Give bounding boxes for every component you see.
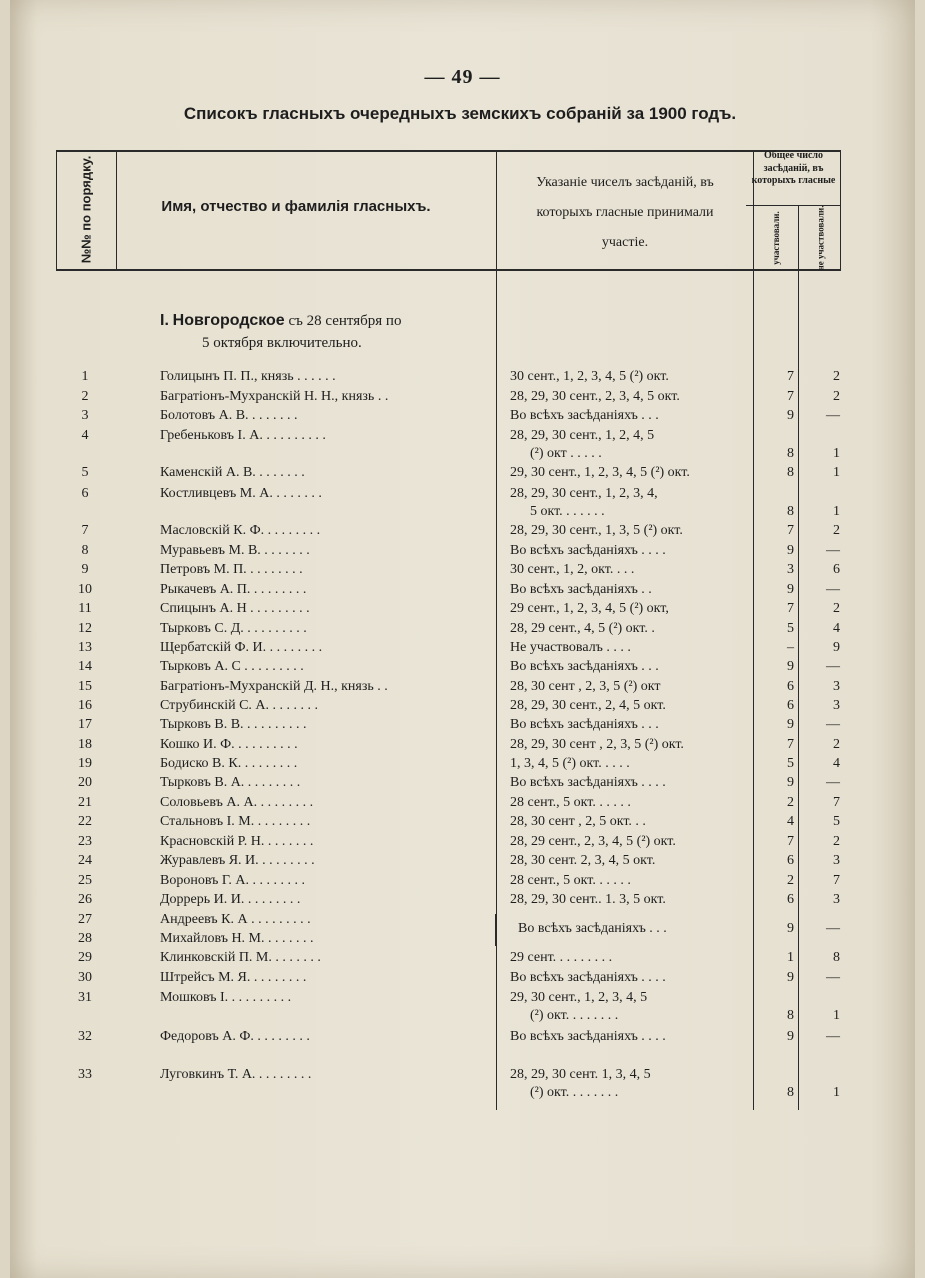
row-number: 24 (78, 853, 92, 868)
row-name: Щербатскій Ф. И. . . . . . . . . (160, 640, 323, 655)
row-days: 28, 29, 30 сент , 2, 3, 5 (²) окт. (510, 737, 684, 752)
header-days-column: Указаніе чиселъ засѣданій, въ которыхъ гласные принимали участіе. (536, 175, 714, 250)
row-participated: 7 (787, 523, 794, 538)
row-days: 28, 29, 30 сент.. 1. 3, 5 окт. (510, 892, 666, 907)
row-days-continued: (²) окт . . . . . (530, 446, 602, 461)
row-days: 28, 29, 30 сент. 1, 3, 4, 5 (510, 1067, 651, 1082)
row-not-participated: — (826, 582, 840, 597)
row-participated: 7 (787, 389, 794, 404)
group-brace (495, 914, 504, 946)
row-days: 29 сент., 1, 2, 3, 4, 5 (²) окт, (510, 601, 669, 616)
row-participated: 9 (787, 408, 794, 423)
row-name: Тырковъ С. Д. . . . . . . . . . (160, 621, 307, 636)
row-participated: 8 (787, 1008, 794, 1023)
row-name: Луговкинъ Т. А. . . . . . . . . (160, 1067, 312, 1082)
row-not-participated: 3 (833, 892, 840, 907)
row-days: Во всѣхъ засѣданіяхъ . . . . (510, 970, 666, 985)
row-number: 20 (78, 775, 92, 790)
row-number: 17 (78, 717, 92, 732)
row-participated: 3 (787, 562, 794, 577)
row-number: 8 (81, 543, 89, 558)
row-participated: 6 (787, 698, 794, 713)
row-days: 28 сент., 5 окт. . . . . . (510, 795, 631, 810)
header-bottom-rule (56, 269, 841, 271)
row-name: Андреевъ К. А . . . . . . . . . (160, 912, 311, 927)
group-days: Во всѣхъ засѣданіяхъ . . . (518, 921, 667, 936)
row-name: Гребеньковъ I. А. . . . . . . . . . (160, 428, 326, 443)
row-not-participated: 1 (833, 1008, 840, 1023)
row-participated: 6 (787, 853, 794, 868)
header-name-column: Имя, отчество и фамилія гласныхъ. (161, 198, 431, 215)
row-participated: – (787, 640, 794, 655)
row-number: 4 (81, 428, 89, 443)
row-name: Тырковъ А. С . . . . . . . . . (160, 659, 304, 674)
row-days-continued: 5 окт. . . . . . . (530, 504, 605, 519)
row-days: 28, 29, 30 сент., 1, 2, 4, 5 (510, 428, 655, 443)
row-days: 30 сент., 1, 2, окт. . . . (510, 562, 635, 577)
row-days-continued: (²) окт. . . . . . . . (530, 1085, 619, 1100)
row-number: 22 (78, 814, 92, 829)
row-number: 23 (78, 834, 92, 849)
row-number: 6 (81, 486, 89, 501)
row-name: Журавлевъ Я. И. . . . . . . . . (160, 853, 315, 868)
row-name: Бодиско В. К. . . . . . . . . (160, 756, 298, 771)
row-number: 2 (81, 389, 89, 404)
row-number: 16 (78, 698, 92, 713)
row-not-participated: 2 (833, 834, 840, 849)
row-number: 29 (78, 950, 92, 965)
row-participated: 1 (787, 950, 794, 965)
row-not-participated: 3 (833, 853, 840, 868)
row-name: Масловскій К. Ф. . . . . . . . . (160, 523, 321, 538)
row-participated: 2 (787, 873, 794, 888)
header-number-column: №№ по порядку. (78, 155, 94, 263)
row-name: Петровъ М. П. . . . . . . . . (160, 562, 303, 577)
row-participated: 6 (787, 679, 794, 694)
row-name: Федоровъ А. Ф. . . . . . . . . (160, 1029, 310, 1044)
row-days: 28, 29 сент., 2, 3, 4, 5 (²) окт. (510, 834, 676, 849)
row-participated: 4 (787, 814, 794, 829)
group-participated: 9 (787, 921, 794, 936)
row-not-participated: 2 (833, 369, 840, 384)
row-not-participated: 2 (833, 523, 840, 538)
row-number: 5 (81, 465, 89, 480)
row-participated: 8 (787, 465, 794, 480)
row-number: 27 (78, 912, 92, 927)
row-name: Костливцевъ М. А. . . . . . . . (160, 486, 322, 501)
row-not-participated: — (826, 717, 840, 732)
row-number: 28 (78, 931, 92, 946)
row-name: Багратіонъ-Мухранскій Н. Н., князь . . (160, 389, 389, 404)
row-not-participated: 8 (833, 950, 840, 965)
row-days: 28, 30 сент. 2, 3, 4, 5 окт. (510, 853, 656, 868)
column-divider-days (496, 150, 497, 1110)
row-participated: 5 (787, 756, 794, 771)
row-not-participated: — (826, 659, 840, 674)
row-days: Во всѣхъ засѣданіяхъ . . . . (510, 775, 666, 790)
row-number: 7 (81, 523, 89, 538)
row-name: Рыкачевъ А. П. . . . . . . . . (160, 582, 307, 597)
row-name: Вороновъ Г. А. . . . . . . . . (160, 873, 305, 888)
row-participated: 8 (787, 446, 794, 461)
row-not-participated: 1 (833, 1085, 840, 1100)
row-number: 30 (78, 970, 92, 985)
row-number: 21 (78, 795, 92, 810)
row-days: 28, 29, 30 сент., 2, 3, 4, 5 окт. (510, 389, 680, 404)
header-not-participated: не участвовали. (815, 205, 826, 271)
row-not-participated: — (826, 970, 840, 985)
row-number: 9 (81, 562, 89, 577)
row-participated: 9 (787, 543, 794, 558)
row-number: 15 (78, 679, 92, 694)
row-participated: 9 (787, 775, 794, 790)
row-name: Багратіонъ-Мухранскій Д. Н., князь . . (160, 679, 388, 694)
row-days: Во всѣхъ засѣданіяхъ . . . (510, 717, 659, 732)
row-number: 32 (78, 1029, 92, 1044)
row-number: 1 (81, 369, 89, 384)
row-days: 29, 30 сент., 1, 2, 3, 4, 5 (510, 990, 648, 1005)
row-not-participated: 1 (833, 504, 840, 519)
row-name: Штрейсъ М. Я. . . . . . . . . (160, 970, 307, 985)
row-number: 26 (78, 892, 92, 907)
row-not-participated: 7 (833, 873, 840, 888)
row-name: Клинковскій П. М. . . . . . . . (160, 950, 321, 965)
row-days: 29, 30 сент., 1, 2, 3, 4, 5 (²) окт. (510, 465, 690, 480)
row-days: Во всѣхъ засѣданіяхъ . . . (510, 408, 659, 423)
row-participated: 9 (787, 582, 794, 597)
row-not-participated: 1 (833, 465, 840, 480)
row-number: 13 (78, 640, 92, 655)
row-not-participated: 3 (833, 679, 840, 694)
row-days: 29 сент. . . . . . . . . (510, 950, 613, 965)
row-days: 28, 29, 30 сент., 1, 3, 5 (²) окт. (510, 523, 683, 538)
row-not-participated: 3 (833, 698, 840, 713)
row-name: Голицынъ П. П., князь . . . . . . (160, 369, 336, 384)
row-not-participated: 4 (833, 621, 840, 636)
row-not-participated: 9 (833, 640, 840, 655)
row-participated: 9 (787, 659, 794, 674)
row-days: 30 сент., 1, 2, 3, 4, 5 (²) окт. (510, 369, 669, 384)
row-name: Тырковъ В. В. . . . . . . . . . (160, 717, 307, 732)
row-days: 28 сент., 5 окт. . . . . . (510, 873, 631, 888)
row-participated: 7 (787, 369, 794, 384)
header-total-column: Общее число засѣданій, въ которыхъ гласные (751, 150, 836, 186)
row-days: Не участвовалъ . . . . (510, 640, 631, 655)
row-name: Соловьевъ А. А. . . . . . . . . (160, 795, 314, 810)
row-days: 28, 30 сент , 2, 3, 5 (²) окт (510, 679, 661, 694)
row-participated: 5 (787, 621, 794, 636)
row-not-participated: — (826, 543, 840, 558)
row-name: Струбинскій С. А. . . . . . . . (160, 698, 319, 713)
row-name: Болотовъ А. В. . . . . . . . (160, 408, 298, 423)
row-name: Муравьевъ М. В. . . . . . . . (160, 543, 310, 558)
row-participated: 8 (787, 1085, 794, 1100)
row-not-participated: — (826, 408, 840, 423)
row-number: 25 (78, 873, 92, 888)
row-name: Михайловъ Н. М. . . . . . . . (160, 931, 314, 946)
page-number: — 49 — (424, 66, 501, 88)
row-days: 1, 3, 4, 5 (²) окт. . . . . (510, 756, 630, 771)
section-heading: I. Новгородское съ 28 сентября по 5 октября включительно. (160, 312, 402, 351)
row-participated: 7 (787, 737, 794, 752)
row-not-participated: 6 (833, 562, 840, 577)
row-participated: 9 (787, 717, 794, 732)
row-days: 28, 29, 30 сент., 2, 4, 5 окт. (510, 698, 666, 713)
row-days: Во всѣхъ засѣданіяхъ . . . . (510, 1029, 666, 1044)
row-number: 33 (78, 1067, 92, 1082)
document-page (10, 0, 915, 1278)
row-participated: 7 (787, 834, 794, 849)
row-days-continued: (²) окт. . . . . . . . (530, 1008, 619, 1023)
row-number: 14 (78, 659, 92, 674)
row-name: Красновскій Р. Н. . . . . . . . (160, 834, 314, 849)
row-name: Кошко И. Ф. . . . . . . . . . (160, 737, 298, 752)
row-days: Во всѣхъ засѣданіяхъ . . . (510, 659, 659, 674)
group-not-participated: — (826, 921, 840, 936)
row-not-participated: 2 (833, 389, 840, 404)
row-participated: 7 (787, 601, 794, 616)
row-participated: 9 (787, 1029, 794, 1044)
page-title: Списокъ гласныхъ очередныхъ земскихъ собраній за 1900 годъ. (183, 104, 737, 123)
row-number: 19 (78, 756, 92, 771)
row-name: Каменскій А. В. . . . . . . . (160, 465, 305, 480)
header-participated: участвовали. (771, 211, 781, 265)
row-name: Спицынъ А. Н . . . . . . . . . (160, 601, 310, 616)
row-number: 3 (81, 408, 89, 423)
row-not-participated: 2 (833, 601, 840, 616)
row-name: Стальновъ I. М. . . . . . . . . (160, 814, 311, 829)
row-days: Во всѣхъ засѣданіяхъ . . . . (510, 543, 666, 558)
row-name: Мошковъ I. . . . . . . . . . (160, 990, 292, 1005)
row-not-participated: 7 (833, 795, 840, 810)
row-days: 28, 29, 30 сент., 1, 2, 3, 4, (510, 486, 658, 501)
row-participated: 6 (787, 892, 794, 907)
row-number: 10 (78, 582, 92, 597)
row-number: 31 (78, 990, 92, 1005)
row-number: 11 (78, 601, 92, 616)
row-number: 12 (78, 621, 92, 636)
row-not-participated: 4 (833, 756, 840, 771)
row-days: 28, 30 сент , 2, 5 окт. . . (510, 814, 646, 829)
table-top-rule (56, 150, 841, 152)
row-days: Во всѣхъ засѣданіяхъ . . (510, 582, 652, 597)
row-participated: 8 (787, 504, 794, 519)
row-not-participated: — (826, 1029, 840, 1044)
row-not-participated: 5 (833, 814, 840, 829)
row-not-participated: — (826, 775, 840, 790)
row-number: 18 (78, 737, 92, 752)
row-name: Тырковъ В. А. . . . . . . . . (160, 775, 301, 790)
row-participated: 2 (787, 795, 794, 810)
row-not-participated: 2 (833, 737, 840, 752)
row-name: Доррерь И. И. . . . . . . . . (160, 892, 301, 907)
row-days: 28, 29 сент., 4, 5 (²) окт. . (510, 621, 655, 636)
row-participated: 9 (787, 970, 794, 985)
row-not-participated: 1 (833, 446, 840, 461)
